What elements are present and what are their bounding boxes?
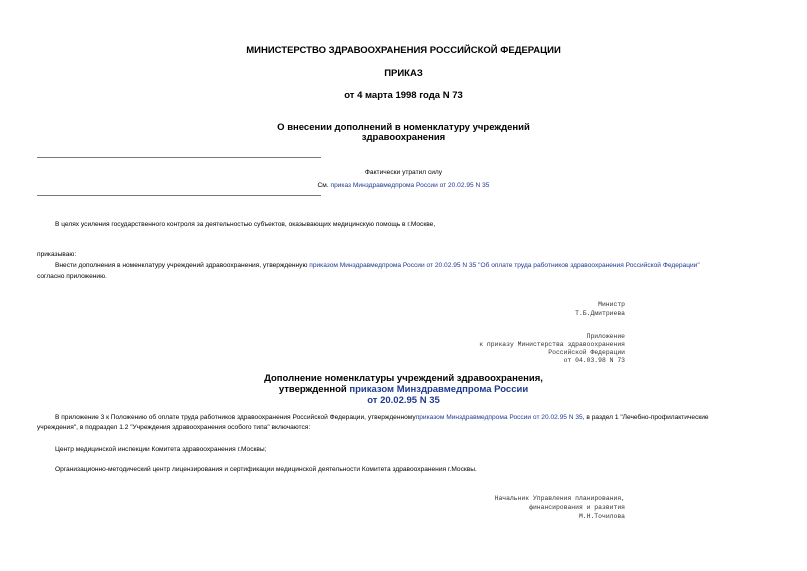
appendix-title-line-2 <box>0 384 807 395</box>
appendix-title-line-1: Дополнение номенклатуры учреждений здравоохранения, <box>264 373 543 384</box>
document-date-number: от 4 марта 1998 года N 73 <box>344 90 463 101</box>
signature-head-name: М.Н.Точилова <box>578 513 625 520</box>
appendix-ref-line-4: от 04.03.98 N 73 <box>563 357 625 364</box>
order-item-suffix: согласно приложению. <box>37 273 107 280</box>
appendix-entry-2: Организационно-методический центр лицензирования и сертификации медицинской деятельности Комитета здравоохранения г.Москвы. <box>55 466 477 473</box>
divider-bottom <box>37 195 321 196</box>
order-item <box>55 261 700 270</box>
signature-head-line-1: Начальник Управления планирования, <box>494 495 625 502</box>
appendix-paragraph-prefix: В приложение 3 к Положению об оплате труда работников здравоохранения Российской Федерации, утвержденному <box>55 414 416 421</box>
subject-line-2: здравоохранения <box>361 132 446 143</box>
status-see-reference <box>0 181 807 190</box>
appendix-paragraph-line-2: учреждения", в подраздел 1.2 "Учреждения здравоохранения особого типа" включаются: <box>37 424 311 431</box>
appendix-paragraph-link[interactable]: приказом Минздравмедпрома России от 20.02.95 N 35 <box>415 414 583 421</box>
appendix-entry-1: Центр медицинской инспекции Комитета здравоохранения г.Москвы; <box>55 446 267 453</box>
divider-top <box>37 157 321 158</box>
order-word: приказываю: <box>37 251 77 258</box>
status-note: Фактически утратил силу <box>364 169 443 176</box>
signature-minister-title: Министр <box>598 301 625 308</box>
signature-head-line-2: финансирования и развития <box>529 504 625 511</box>
appendix-title-line-3 <box>0 395 807 406</box>
ministry-title: МИНИСТЕРСТВО ЗДРАВООХРАНЕНИЯ РОССИЙСКОЙ ФЕДЕРАЦИИ <box>246 45 561 56</box>
intro-paragraph: В целях усиления государственного контроля за деятельностью субъектов, оказывающих медицинскую помощь в г.Москве, <box>55 221 436 228</box>
status-see-prefix: См. <box>317 182 331 189</box>
appendix-title-link-date[interactable]: от 20.02.95 N 35 <box>367 395 440 406</box>
appendix-title-prefix: утвержденной <box>278 384 350 395</box>
subject-line-1: О внесении дополнений в номенклатуру учреждений <box>277 122 530 133</box>
appendix-title-link[interactable]: приказом Минздравмедпрома России <box>349 384 529 395</box>
appendix-paragraph-suffix: , в раздел 1 "Лечебно-профилактические <box>582 414 709 421</box>
signature-minister-name: Т.Б.Дмитриева <box>575 310 625 317</box>
appendix-ref-line-1: Приложение <box>586 333 625 340</box>
appendix-paragraph <box>55 413 709 422</box>
order-item-link[interactable]: приказом Минздравмедпрома России от 20.02.95 N 35 "Об оплате труда работников здравоохранения Российской Федерации" <box>309 262 700 269</box>
status-order-link[interactable]: приказ Минздравмедпрома России от 20.02.95 N 35 <box>330 182 490 189</box>
appendix-ref-line-2: к приказу Министерства здравоохранения <box>479 341 625 348</box>
appendix-ref-line-3: Российской Федерации <box>548 349 625 356</box>
document-type: ПРИКАЗ <box>384 68 423 79</box>
order-item-prefix: Внести дополнения в номенклатуру учреждений здравоохранения, утвержденную <box>55 262 310 269</box>
